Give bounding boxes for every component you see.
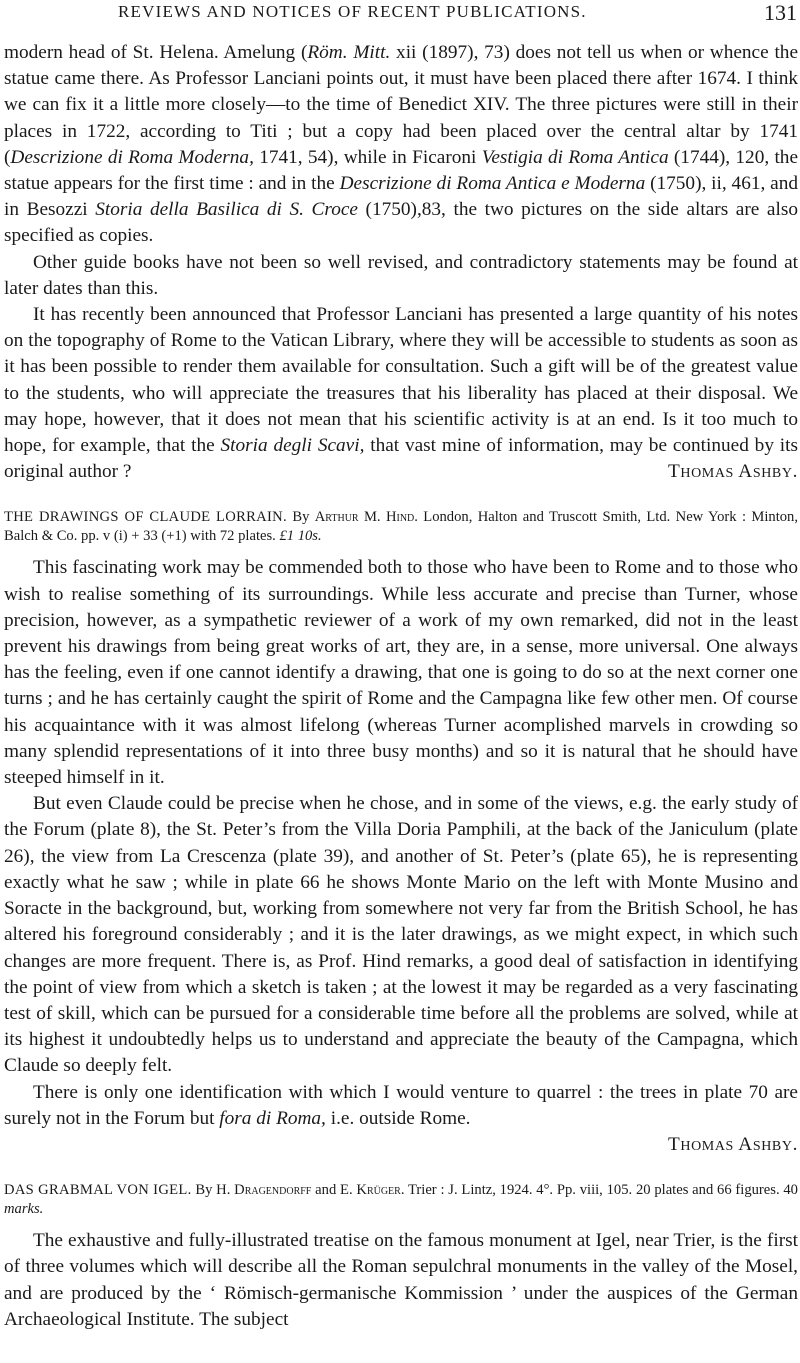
book-title: THE DRAWINGS OF CLAUDE LORRAIN. <box>4 509 287 526</box>
review-heading: THE DRAWINGS OF CLAUDE LORRAIN. By Arthur M. Hind. London, Halton and Truscott Smith, Ltd. New York : Minton, Balch & Co. pp. v (i) + 33 (+1) with 72 plates. £1 10s. <box>4 509 798 545</box>
running-title: REVIEWS AND NOTICES OF RECENT PUBLICATIONS. <box>118 2 587 21</box>
book-price: £1 10s. <box>279 528 322 545</box>
article-body <box>4 40 798 1333</box>
paragraph: This fascinating work may be commended both to those who have been to Rome and to those who wish to realise something of its surroundings. While less accurate and precise than Turner, whose precision, however, as a sympathetic reviewer of a work of my own remarked, did not in the least prevent his drawings from being great works of art, they are, in a sense, more universal. One always has the feeling, even if one cannot identify a drawing, that one is going to do so at the next corner one turns ; and he has certainly caught the spirit of Rome and the Campagna like few other men. Of course his acquaintance with it was almost lifelong (whereas Turner acomplished marvels in crowding so many splendid representations of it into three busy months) and so it is natural that he should have steeped himself in it. <box>4 557 798 789</box>
paragraph: Other guide books have not been so well revised, and contradictory statements may be found at later dates than this. <box>4 251 798 299</box>
running-header <box>0 2 800 28</box>
book-author: Arthur M. Hind. <box>314 509 418 526</box>
book-author: H. Dragendorff <box>216 1182 312 1199</box>
paragraph: modern head of St. Helena. Amelung (Röm. Mitt. xii (1897), 73) does not tell us when or whence the statue came there. As Professor Lanciani points out, it must have been placed there after 1674. I think we can fix it a little more closely—to the time of Benedict XIV. The three pictures were still in their places in 1722, according to Titi ; but a copy had been placed over the central altar by 1741 (Descrizione di Roma Moderna, 1741, 54), while in Ficaroni Vestigia di Roma Antica (1744), 120, the statue appears for the first time : and in the Descrizione di Roma Antica e Moderna (1750), ii, 461, and in Besozzi Storia della Basilica di S. Croce (1750),83, the two pictures on the side altars are also specified as copies. <box>4 42 799 247</box>
book-price: marks. <box>4 1201 44 1218</box>
publication-details: Trier : J. Lintz, 1924. 4°. Pp. viii, 105. 20 plates and 66 figures. 40 <box>408 1182 798 1199</box>
paragraph: There is only one identification with which I would venture to quarrel : the trees in plate 70 are surely not in the Forum but fora di Roma, i.e. outside Rome. <box>4 1081 798 1129</box>
book-title: DAS GRABMAL VON IGEL. <box>4 1182 192 1199</box>
publication-details: London, Halton and Truscott Smith, Ltd. New York : Minton, Balch & Co. pp. v (i) + 33 (+1) with 72 plates. <box>4 509 798 545</box>
review-heading: DAS GRABMAL VON IGEL. By H. Dragendorff and E. Krüger. Trier : J. Lintz, 1924. 4°. Pp. viii, 105. 20 plates and 66 figures. 40 marks. <box>4 1182 798 1218</box>
paragraph: It has recently been announced that Professor Lanciani has presented a large quantity of his notes on the topography of Rome to the Vatican Library, where they will be accessible to students as soon as it has been possible to render them available for consultation. Such a gift will be of the greatest value to the students, who will appreciate the treasures that his liberality has placed at their disposal. We may hope, however, that it does not mean that his scientific activity is at an end. Is it too much to hope, for example, that the Storia degli Scavi, that vast mine of information, may be continued by its original author ? Thomas Ashby. <box>4 302 798 485</box>
book-author: E. Krüger. <box>340 1182 405 1199</box>
paragraph: But even Claude could be precise when he chose, and in some of the views, e.g. the early study of the Forum (plate 8), the St. Peter’s from the Villa Doria Pamphili, at the back of the Janiculum (plate 26), the view from La Crescenza (plate 39), and another of St. Peter’s (plate 65), he is representing exactly what he saw ; while in plate 66 he shows Monte Mario on the left with Monte Musino and Soracte in the background, but, working from somewhere not very far from the British School, he has altered his foreground considerably ; and it is the later drawings, as we might expect, in which such changes are more frequent. There is, as Prof. Hind remarks, a good deal of satisfaction in identifying the point of view from which a sketch is taken ; at the lowest it may be regarded as a very fascinating test of skill, which can be pursued for a considerable time before all the problems are solved, while at its highest it undoubtedly helps us to understand and appreciate the beauty of the Campagna, which Claude so deeply felt. <box>4 793 798 1077</box>
paragraph: The exhaustive and fully-illustrated treatise on the famous monument at Igel, near Trier, is the first of three volumes which will describe all the Roman sepulchral monuments in the valley of the Mosel, and are produced by the ‘ Römisch-germanische Kommission ’ under the auspices of the German Archaeological Institute. The subject <box>4 1230 798 1330</box>
author-signature: Thomas Ashby. <box>668 461 798 483</box>
author-signature: Thomas Ashby. <box>668 1133 798 1155</box>
page-number: 131 <box>764 0 797 25</box>
